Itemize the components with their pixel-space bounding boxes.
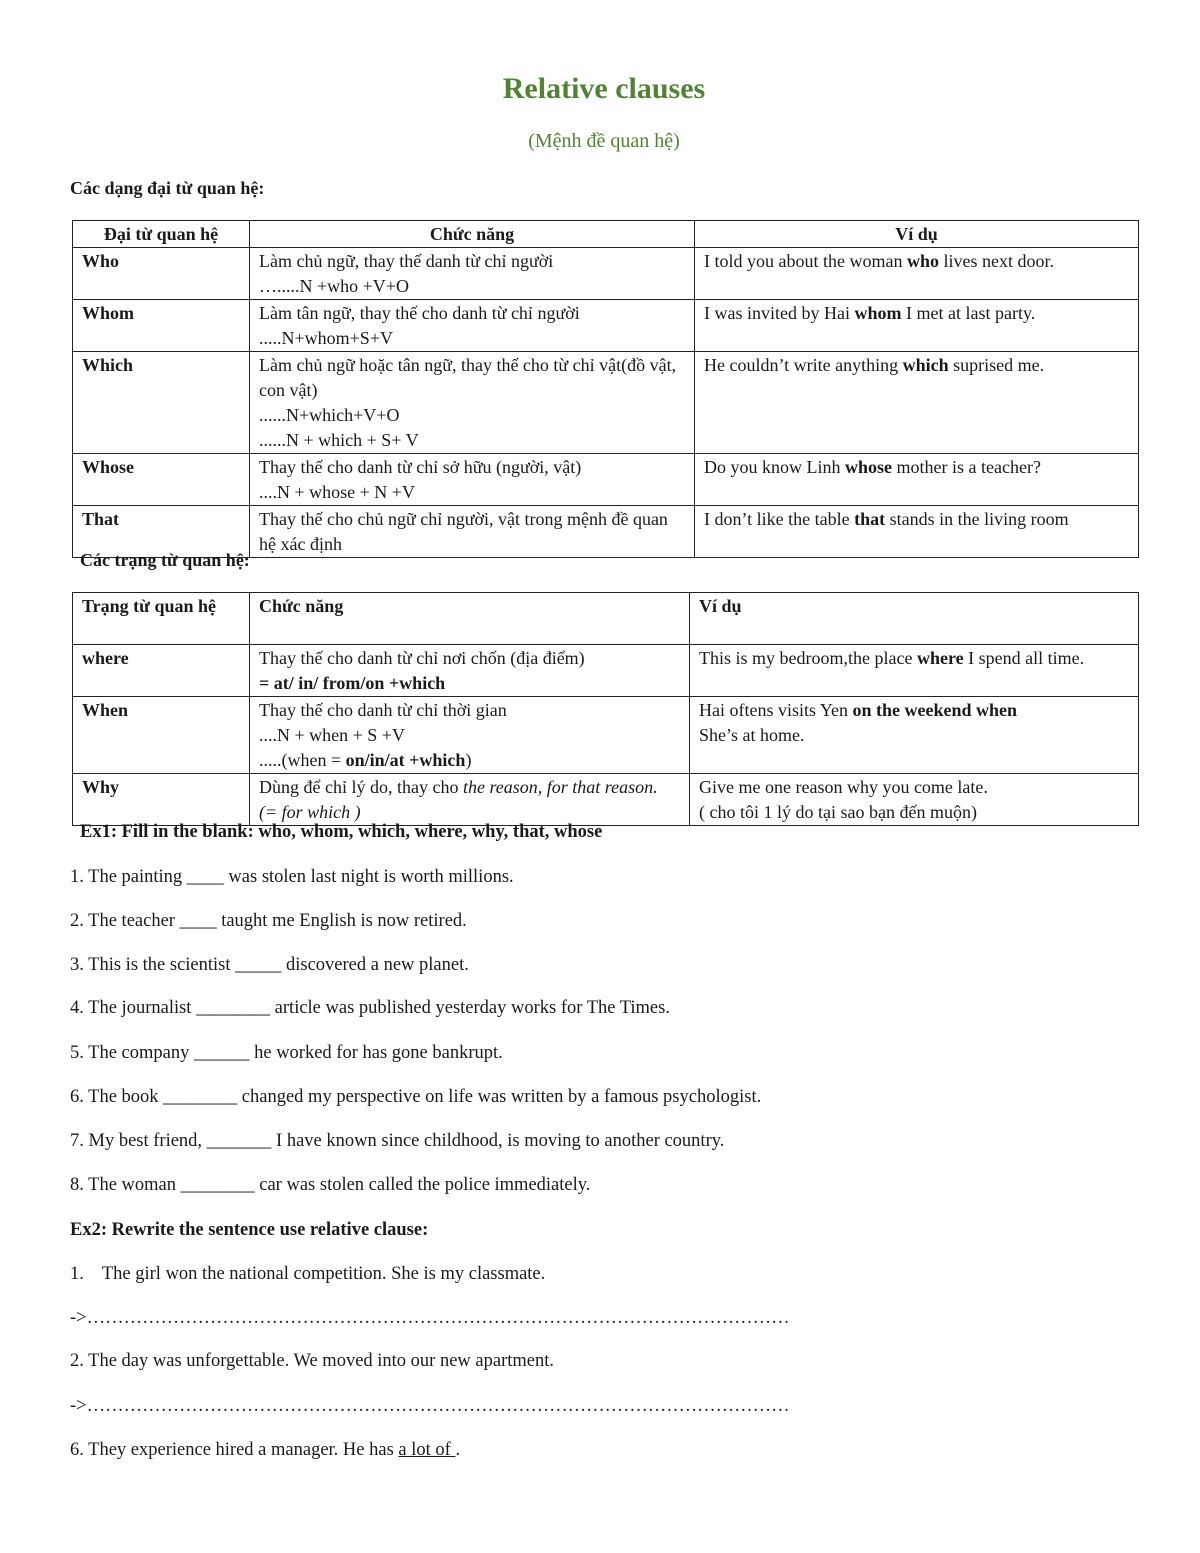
function-cell [250,352,695,454]
exercise-item: 6. The book ________ changed my perspective on life was written by a famous psychologist. [70,1087,762,1107]
pronoun-cell: That [73,506,250,558]
function-line: .....N+whom+S+V [259,328,393,348]
adverbs-heading: Các trạng từ quan hệ: [80,550,250,570]
ex2-heading: Ex2: Rewrite the sentence use relative clause: [70,1220,429,1240]
example-cell: Do you know Linh whose mother is a teacher? [695,454,1139,506]
table-row [73,352,1139,454]
adverb-cell: When [73,697,250,774]
exercise-item: 4. The journalist ________ article was published yesterday works for The Times. [70,998,670,1018]
function-line: ….....N +who +V+O [259,276,409,296]
pronoun-cell: Whose [73,454,250,506]
example-cell: I don’t like the table that stands in the living room [695,506,1139,558]
function-cell [250,454,695,506]
function-cell [250,300,695,352]
exercise-item: 2. The day was unforgettable. We moved into our new apartment. [70,1351,555,1371]
function-cell: Dùng để chỉ lý do, thay cho the reason, for that reason. (= for which ) [250,774,690,826]
function-line: Làm chủ ngữ hoặc tân ngữ, thay thế cho từ chỉ vật(đồ vật, con vật) [259,355,677,400]
table-header-row [73,221,1139,248]
pronouns-table [72,220,1139,558]
exercise-item: 3. This is the scientist _____ discovered a new planet. [70,955,469,975]
exercise-item: 7. My best friend, _______ I have known since childhood, is moving to another country. [70,1131,725,1151]
example-cell: He couldn’t write anything which suprised me. [695,352,1139,454]
adverb-cell: Why [73,774,250,826]
exercise-item: 2. The teacher ____ taught me English is now retired. [70,911,467,931]
answer-line: ->…………………………………………………………………………………………………… [70,1308,790,1328]
pronoun-cell: Whom [73,300,250,352]
example-cell: I was invited by Hai whom I met at last party. [695,300,1139,352]
exercise-item: 6. They experience hired a manager. He has a lot of . [70,1440,461,1460]
table-header-row [73,593,1139,645]
page-title: Relative clauses [502,72,706,105]
function-cell [250,248,695,300]
header-cell: Ví dụ [695,221,1139,248]
example-cell: Hai oftens visits Yen on the weekend when She’s at home. [690,697,1139,774]
answer-line: ->…………………………………………………………………………………………………… [70,1396,790,1416]
exercise-item: 5. The company ______ he worked for has gone bankrupt. [70,1043,503,1063]
adverbs-table [72,592,1139,826]
function-cell [250,506,695,558]
example-cell: I told you about the woman who lives next door. [695,248,1139,300]
example-cell: This is my bedroom,the place where I spend all time. [690,645,1139,697]
function-line: Làm chủ ngữ, thay thế danh từ chỉ người [259,251,554,271]
table-row [73,454,1139,506]
function-line: ......N+which+V+O [259,405,400,425]
table-row [73,300,1139,352]
function-line: ....N + whose + N +V [259,482,415,502]
table-row [73,697,1139,774]
exercise-item: 8. The woman ________ car was stolen called the police immediately. [70,1175,591,1195]
header-cell: Ví dụ [690,593,1139,645]
function-cell: Thay thế cho danh từ chỉ nơi chốn (địa điểm) = at/ in/ from/on +which [250,645,690,697]
pronouns-heading: Các dạng đại từ quan hệ: [70,178,265,198]
ex1-heading: Ex1: Fill in the blank: who, whom, which, where, why, that, whose [80,822,603,842]
exercise-item: 1. The painting ____ was stolen last night is worth millions. [70,867,514,887]
function-line: ......N + which + S+ V [259,430,419,450]
table-row [73,248,1139,300]
example-cell: Give me one reason why you come late. ( cho tôi 1 lý do tại sao bạn đến muộn) [690,774,1139,826]
adverb-cell: where [73,645,250,697]
function-line: Làm tân ngữ, thay thế cho danh từ chỉ người [259,303,580,323]
page-subtitle: (Mệnh đề quan hệ) [528,130,680,152]
pronoun-cell: Who [73,248,250,300]
function-line: Thay thế cho danh từ chỉ sở hữu (người, vật) [259,457,582,477]
table-row [73,774,1139,826]
header-cell: Chức năng [250,221,695,248]
function-cell: Thay thế cho danh từ chỉ thời gian ....N + when + S +V .....(when = on/in/at +which) [250,697,690,774]
header-cell: Đại từ quan hệ [73,221,250,248]
function-line: Thay thế cho chủ ngữ chỉ người, vật trong mệnh đề quan hệ xác định [259,509,668,554]
pronoun-cell: Which [73,352,250,454]
table-row [73,645,1139,697]
exercise-item: 1. The girl won the national competition. She is my classmate. [70,1264,546,1284]
header-cell: Trạng từ quan hệ [73,593,250,645]
header-cell: Chức năng [250,593,690,645]
